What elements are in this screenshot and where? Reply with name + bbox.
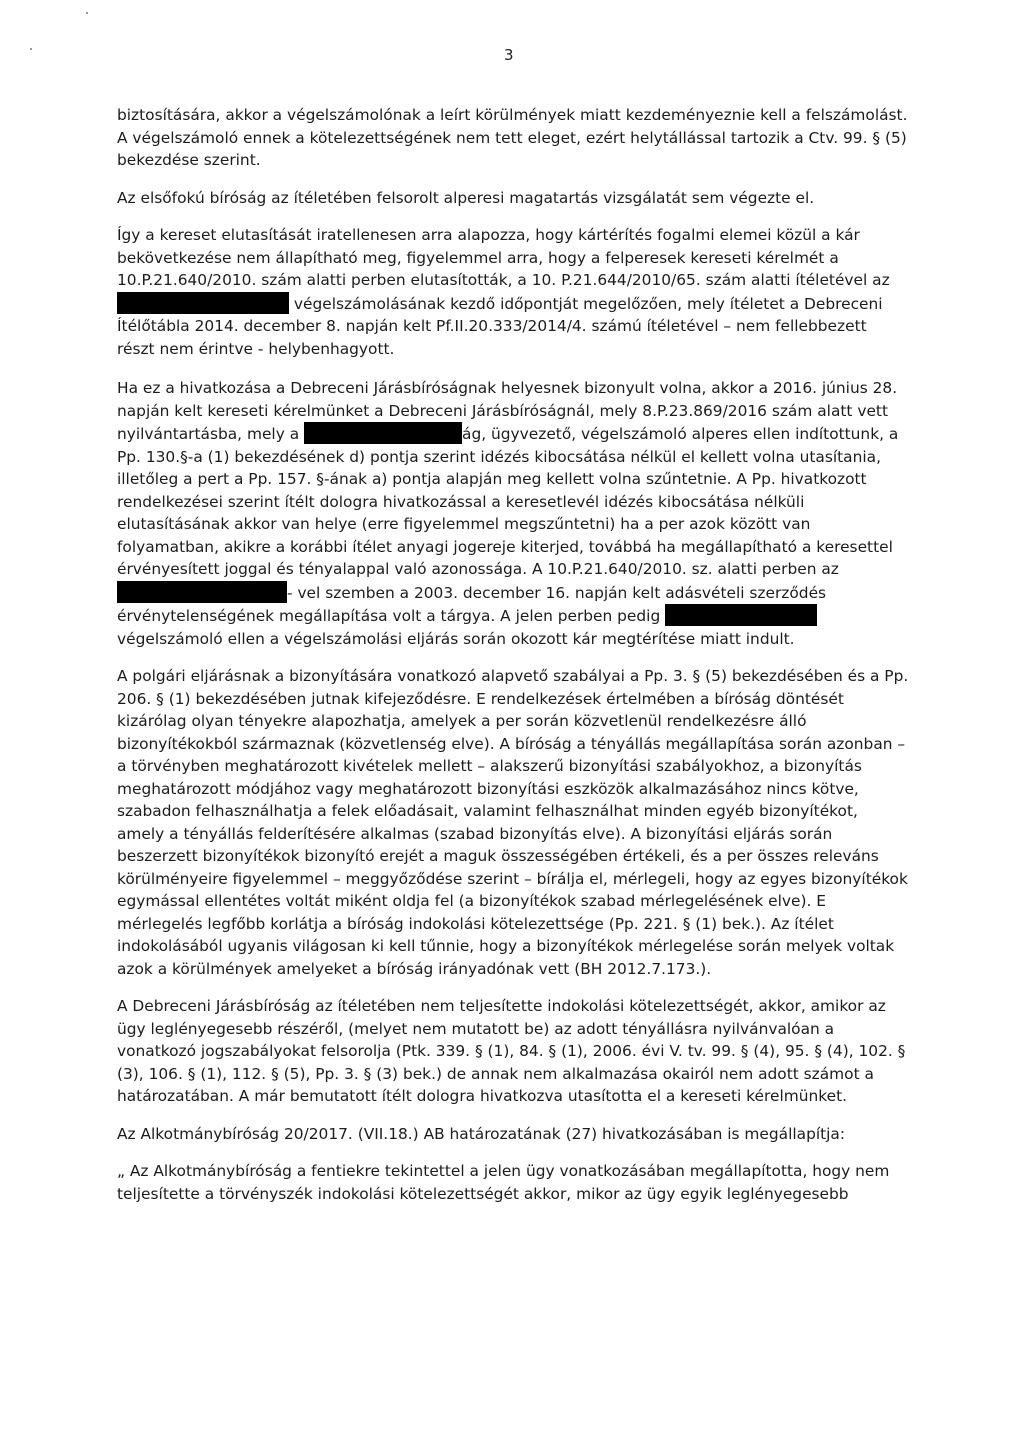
paragraph-text: Így a kereset elutasítását iratellenesen arra alapozza, hogy kártérítés fogalmi elemei közül a kár bekövetkezése nem állapítható meg, figyelemmel arra, hogy a felperesek kereseti kérelmét a 10.P.21.640/2010. szám alatti perben elutasították, a 10. P.21.644/2010/65. szám alatti ítéletével az [117,226,890,289]
paragraph: A Debreceni Járásbíróság az ítéletében nem teljesítette indokolási kötelezettségét, akkor, amikor az ügy leglényegesebb részéről, (melyet nem mutatott be) az adott tényállásra nyilvánvalóan a vonatkozó jogszabályokat felsorolja (Ptk. 339. § (1), 84. § (1), 2006. évi V. tv. 99. § (4), 95. § (4), 102. § (3), 106. § (1), 112. § (5), Pp. 3. § (3) bek.) de annak nem alkalmazása okairól nem adott számot a határozatában. A már bemutatott ítélt dologra hivatkozva utasította el a kereseti kérelmünket. [117,997,906,1105]
scan-speck [86,12,88,14]
paragraph-text: - vel szemben a 2003. december 16. napján kelt adásvételi szerződés érvénytelenségének megállapítása volt a tárgya. A jelen perben pedig [117,583,827,625]
paragraph: Az elsőfokú bíróság az ítéletében felsorolt alperesi magatartás vizsgálatát sem végezte el. [117,188,815,207]
document-body [117,104,909,1220]
paragraph: Az Alkotmánybíróság 20/2017. (VII.18.) AB határozatának (27) hivatkozásában is megállapítja: [117,1124,846,1143]
paragraph: A polgári eljárásnak a bizonyítására vonatkozó alapvető szabályai a Pp. 3. § (5) bekezdésében és a Pp. 206. § (1) bekezdésében jutnak kifejeződésre. E rendelkezések értelmében a bíróság döntését kizárólag olyan tényekre alapozhatja, amelyek a per során közvetlenül rendelkezésre álló bizonyítékokból származnak (közvetlenség elve). A bíróság a tényállás megállapítása során azonban – a törvényben meghatározott kivételek mellett – alakszerű bizonyítási szabályokhoz, a bizonyítás meghatározott módjához vagy meghatározott bizonyítási eszközök alkalmazásához nincs kötve, szabadon felhasználhatja a felek előadásait, valamint felhasználhat minden egyéb bizonyítékot, amely a tényállás felderítésére alkalmas (szabad bizonyítás elve). A bizonyítási eljárás során beszerzett bizonyítékok bizonyító erejét a maguk összességében értékeli, és a per összes releváns körülményeire figyelemmel – meggyőződése szerint – bírálja el, mérlegeli, hogy az egyes bizonyítékok egymással ellentétes voltát miként oldja fel (a bizonyítékok szabad mérlegelésének elve). E mérlegelés legfőbb korlátja a bíróság indokolási kötelezettsége (Pp. 221. § (1) bek.). Az ítélet indokolásából ugyanis világosan ki kell tűnnie, hogy a bizonyítékok mérlegelése során melyek voltak azok a körülmények amelyeket a bíróság irányadónak vett (BH 2012.7.173.). [117,667,909,978]
scan-speck [30,48,32,50]
redaction-block [665,604,817,626]
paragraph-text: végelszámolásának kezdő időpontját megelőzően, mely ítéletet a Debreceni Ítélőtábla 2014. december 8. napján kelt Pf.II.20.333/2014/4. számú ítéletével – nem fellebbezett részt nem érintve - helybenhagyott. [117,294,883,358]
paragraph-text: végelszámoló ellen a végelszámolási eljárás során okozott kár megtérítése miatt indult. [117,629,795,648]
paragraph: biztosítására, akkor a végelszámolónak a leírt körülmények miatt kezdeményeznie kell a felszámolást. A végelszámoló ennek a kötelezettségének nem tett eleget, ezért helytállással tartozik a Ctv. 99. § (5) bekezdése szerint. [117,106,908,169]
page-number: 3 [504,46,514,64]
paragraph-text: ág, ügyvezető, végelszámoló alperes ellen indítottunk, a Pp. 130.§-a (1) bekezdésének d) pontja szerint idézés kibocsátása nélkül el kellett volna utasítania, illetőleg a pert a Pp. 157. §-ának a) pontja alapján meg kellett volna szűntetnie. A Pp. hivatkozott rendelkezései szerint ítélt dologra hivatkozással a keresetlevél idézés kibocsátása nélküli elutasításának akkor van helye (erre figyelemmel megszűntetni) ha a per azok között van folyamatban, akikre a korábbi ítélet anyagi jogereje kiterjed, továbbá ha megállapítható a keresettel érvényesített joggal és tényalappal való azonossága. A 10.P.21.640/2010. sz. alatti perben az [117,425,899,578]
redaction-block [304,422,462,444]
paragraph [117,224,909,360]
paragraph [117,377,909,650]
quote-paragraph: „ Az Alkotmánybíróság a fentiekre tekintettel a jelen ügy vonatkozásában megállapította, hogy nem teljesítette a törvényszék indokolási kötelezettségét akkor, mikor az ügy egyik leglényegesebb [117,1162,890,1203]
redaction-block [117,581,287,603]
redaction-block [117,292,289,314]
paragraph-text: Ha ez a hivatkozása a Debreceni Járásbíróságnak helyesnek bizonyult volna, akkor a 2016. június 28. napján kelt kereseti kérelmünket a Debreceni Járásbíróságnál, mely 8.P.23.869/2016 szám alatt vett nyilvántartásba, mely a [117,379,898,443]
